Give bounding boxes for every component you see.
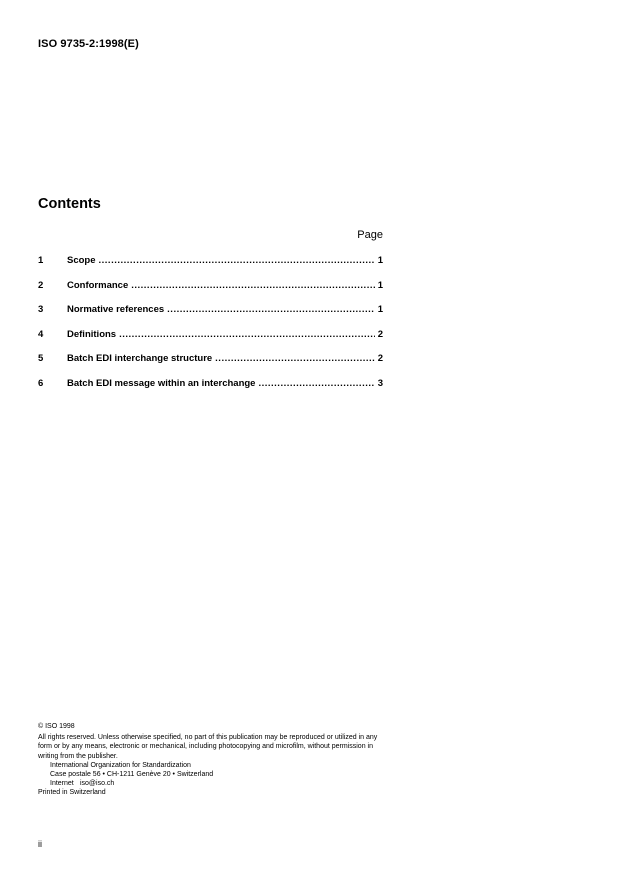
toc-entry-interchange-structure[interactable] <box>38 353 383 378</box>
toc-leader-dots <box>167 304 375 315</box>
toc-entry-page: 2 <box>377 328 383 340</box>
toc-entry-scope[interactable] <box>38 255 383 280</box>
toc-entry-normative-references[interactable] <box>38 304 383 329</box>
table-of-contents <box>38 255 383 403</box>
toc-entry-page: 3 <box>377 377 383 389</box>
copyright-symbol-line: © ISO 1998 <box>38 723 75 730</box>
toc-entry-definitions[interactable] <box>38 329 383 354</box>
toc-entry-number: 4 <box>38 328 44 340</box>
document-identifier: ISO 9735-2:1998(E) <box>38 38 139 50</box>
toc-entry-number: 2 <box>38 279 44 291</box>
toc-entry-page: 1 <box>377 304 383 316</box>
internet-contact <box>38 779 384 788</box>
toc-entry-conformance[interactable] <box>38 280 383 305</box>
page-number: ii <box>38 839 42 849</box>
toc-entry-number: 1 <box>38 255 44 266</box>
copyright-notice <box>38 722 384 798</box>
rights-reserved-text: All rights reserved. Unless otherwise specified, no part of this publication may be reproduced or utilized in any form or by any means, electronic or mechanical, including photocopying and microfilm, without permission in writing from the publisher. <box>38 734 378 760</box>
toc-entry-number: 3 <box>38 304 44 316</box>
toc-leader-dots <box>258 378 374 389</box>
email-link[interactable]: iso@iso.ch <box>79 780 115 788</box>
page-column-label: Page <box>357 229 383 241</box>
organization-address: Case postale 56 • CH-1211 Genève 20 • Switzerland <box>50 771 214 779</box>
organization-name: International Organization for Standardization <box>50 761 191 769</box>
printed-location: Printed in Switzerland <box>38 789 106 797</box>
toc-leader-dots <box>99 255 375 266</box>
contents-heading: Contents <box>38 196 101 212</box>
toc-entry-page: 1 <box>377 255 383 266</box>
toc-entry-number: 6 <box>38 377 44 389</box>
toc-entry-title: Conformance <box>67 279 129 291</box>
toc-entry-title: Batch EDI interchange structure <box>67 353 213 365</box>
toc-entry-page: 1 <box>377 279 383 291</box>
toc-entry-message-within-interchange[interactable] <box>38 378 383 403</box>
toc-leader-dots <box>119 329 375 340</box>
internet-label: Internet <box>50 780 74 788</box>
toc-entry-page: 2 <box>377 353 383 365</box>
toc-entry-number: 5 <box>38 353 44 365</box>
toc-leader-dots <box>215 353 375 364</box>
toc-entry-title: Scope <box>67 255 96 266</box>
toc-entry-title: Batch EDI message within an interchange <box>67 377 256 389</box>
toc-leader-dots <box>131 280 374 291</box>
toc-entry-title: Normative references <box>67 304 165 316</box>
toc-entry-title: Definitions <box>67 328 117 340</box>
